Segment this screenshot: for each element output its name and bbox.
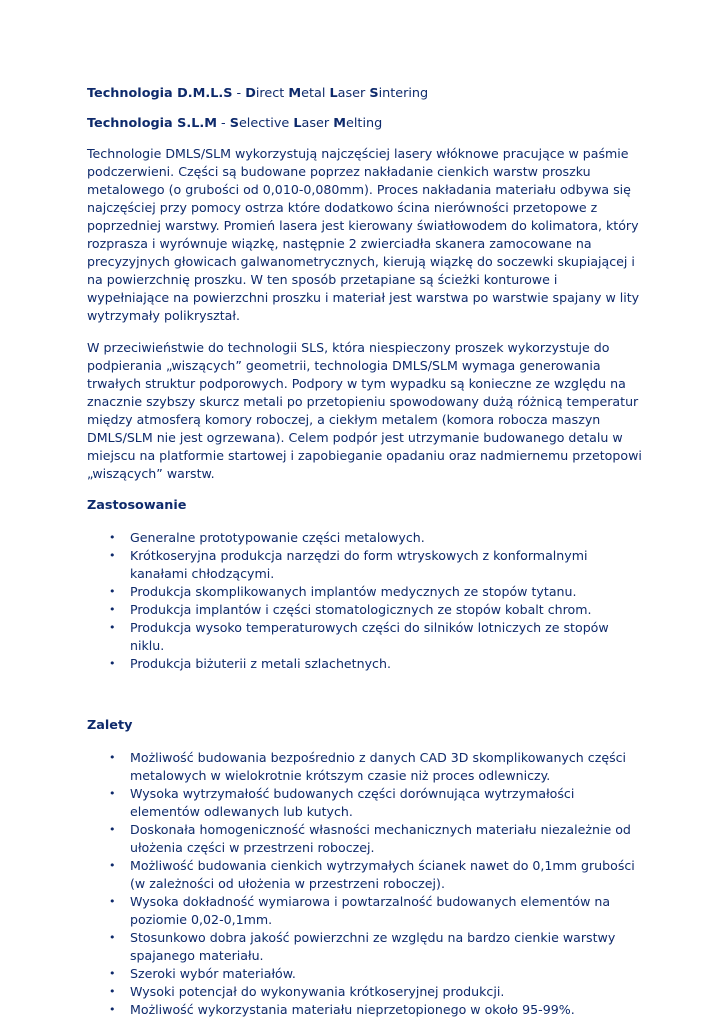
bullet-icon: •: [109, 549, 116, 562]
heading-slm-lead: Technologia S.L.M: [87, 116, 217, 131]
list-item: • Wysoka dokładność wymiarowa i powtarzalność budowanych elementów na poziomie 0,02-0,1mm.: [109, 894, 611, 927]
section-title-zastosowanie: Zastosowanie: [87, 498, 187, 513]
bullet-icon: •: [109, 585, 116, 598]
bullet-icon: •: [109, 787, 116, 800]
bullet-icon: •: [109, 859, 116, 872]
list-item: • Produkcja implantów i części stomatologicznych ze stopów kobalt chrom.: [109, 602, 592, 617]
list-item: • Doskonała homogeniczność własności mechanicznych materiału niezależnie od ułożenia części w przestrzeni roboczej.: [109, 822, 631, 855]
bullet-icon: •: [109, 823, 116, 836]
list-item: • Krótkoseryjna produkcja narzędzi do form wtryskowych z konformalnymi kanałami chłodzącymi.: [109, 548, 588, 581]
document-content: [87, 85, 642, 1019]
list-zastosowanie: [87, 529, 642, 673]
list-item: • Stosunkowo dobra jakość powierzchni ze względu na bardzo cienkie warstwy spajanego materiału.: [109, 930, 616, 963]
bullet-icon: •: [109, 931, 116, 944]
list-item: • Możliwość budowania cienkich wytrzymałych ścianek nawet do 0,1mm grubości (w zależności od ułożenia w przestrzeni roboczej).: [109, 858, 635, 891]
list-item: • Wysoka wytrzymałość budowanych części dorównująca wytrzymałości elementów odlewanych lub kutych.: [109, 786, 575, 819]
bullet-icon: •: [109, 621, 116, 634]
list-item: • Generalne prototypowanie części metalowych.: [109, 530, 425, 545]
list-item: • Produkcja wysoko temperaturowych części do silników lotniczych ze stopów niklu.: [109, 620, 609, 653]
heading-dmls: Technologia D.M.L.S - Direct Metal Laser Sintering: [87, 86, 429, 101]
bullet-icon: •: [109, 967, 116, 980]
list-item: • Wysoki potencjał do wykonywania krótkoseryjnej produkcji.: [109, 984, 505, 999]
bullet-icon: •: [109, 657, 116, 670]
section-title-zalety: Zalety: [87, 718, 133, 733]
list-item: • Produkcja biżuterii z metali szlachetnych.: [109, 656, 391, 671]
list-item: • Szeroki wybór materiałów.: [109, 966, 296, 981]
list-item: • Możliwość budowania bezpośrednio z danych CAD 3D skomplikowanych części metalowych w wielokrotnie krótszym czasie niż proces odlewniczy.: [109, 750, 627, 783]
bullet-icon: •: [109, 531, 116, 544]
bullet-icon: •: [109, 751, 116, 764]
bullet-icon: •: [109, 985, 116, 998]
paragraph-supports: W przeciwieństwie do technologii SLS, która niespieczony proszek wykorzystuje do podpierania „wiszących” geometrii, technologia DMLS/SLM wymaga generowania trwałych struktur podporowych. Podpory w tym wypadku są konieczne ze względu na znacznie szybszy skurcz metali po przetopieniu spowodowany dużą różnicą temperatur między atmosferą komory roboczej, a ciekłym metalem (komora robocza maszyn DMLS/SLM nie jest ogrzewana). Celem podpór jest utrzymanie budowanego detalu w miejscu na platformie startowej i zapobieganie opadaniu oraz nadmiernemu przetopowi „wiszących” warstw.: [87, 340, 642, 481]
list-zalety: [87, 749, 642, 1019]
heading-slm: Technologia S.L.M - Selective Laser Melting: [87, 116, 383, 131]
list-item: • Produkcja skomplikowanych implantów medycznych ze stopów tytanu.: [109, 584, 577, 599]
heading-dmls-lead: Technologia D.M.L.S: [87, 86, 233, 101]
paragraph-intro: Technologie DMLS/SLM wykorzystują najczęściej lasery włóknowe pracujące w paśmie podczerwieni. Części są budowane poprzez nakładanie cienkich warstw proszku metalowego (o grubości od 0,010-0,080mm). Proces nakładania materiału odbywa się najczęściej przy pomocy ostrza które dodatkowo ścina nierówności przetopowe z poprzedniej warstwy. Promień lasera jest kierowany światłowodem do kolimatora, który rozprasza i wyrównuje wiązkę, następnie 2 zwierciadła skanera zamocowane na precyzyjnych głowicach galwanometrycznych, kierują wiązkę do soczewki skupiającej i na powierzchnię proszku. W ten sposób przetapiane są ścieżki konturowe i wypełniające na powierzchni proszku i materiał jest warstwa po warstwie spajany w lity wytrzymały polikryształ.: [87, 146, 640, 323]
bullet-icon: •: [109, 603, 116, 616]
bullet-icon: •: [109, 895, 116, 908]
bullet-icon: •: [109, 1003, 116, 1016]
list-item: • Możliwość wykorzystania materiału nieprzetopionego w około 95-99%.: [109, 1002, 575, 1017]
